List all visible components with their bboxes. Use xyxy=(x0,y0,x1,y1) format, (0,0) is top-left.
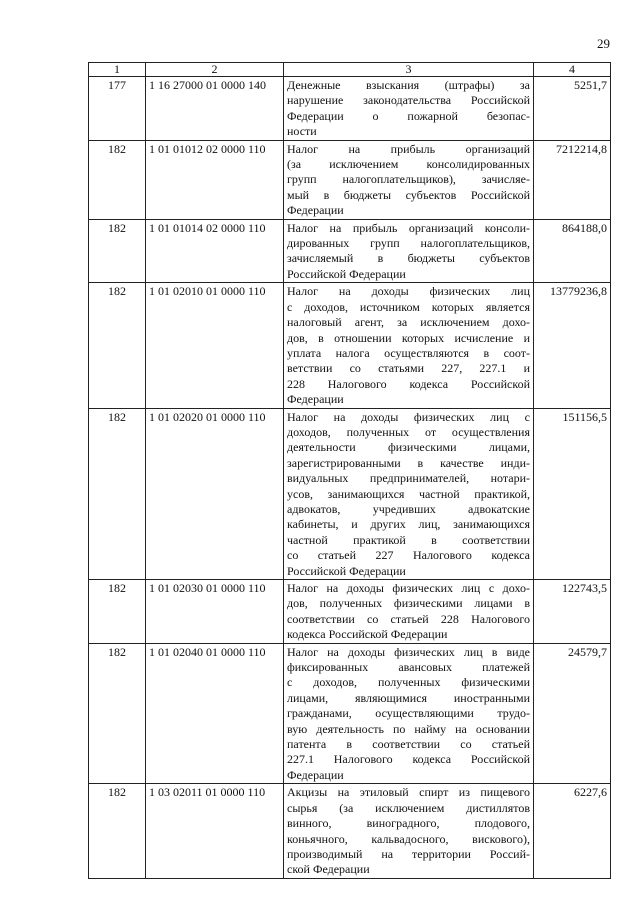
column-header-4: 4 xyxy=(534,63,611,77)
description-line: видуальных предпринимателей, нотари- xyxy=(287,471,530,486)
description-line: лицами, являющимися иностранными xyxy=(287,690,530,705)
description-line: Налог на доходы физических лиц в виде xyxy=(287,644,530,659)
description-line: Налог на доходы физических лиц с дохо- xyxy=(287,581,530,595)
description-line: адвокатов, учредивших адвокатские xyxy=(287,501,530,516)
description-line: с доходов, полученных физическими xyxy=(287,675,530,690)
table-row xyxy=(89,580,611,644)
description-line: со статьей 227 Налогового кодекса xyxy=(287,548,530,563)
description-line: патента в соответствии со статьей xyxy=(287,737,530,752)
description-line: производимый на территории Россий- xyxy=(287,846,530,861)
amount-cell: 864188,0 xyxy=(534,219,611,283)
description-line: коньячного, кальвадосного, вискового), xyxy=(287,831,530,846)
agency-code-cell: 182 xyxy=(89,408,146,579)
budget-classification-code-cell: 1 01 01014 02 0000 110 xyxy=(146,219,284,283)
budget-classification-code-cell: 1 01 01012 02 0000 110 xyxy=(146,140,284,219)
table-row xyxy=(89,77,611,141)
table-row xyxy=(89,643,611,784)
amount-cell: 6227,6 xyxy=(534,784,611,878)
amount-cell: 24579,7 xyxy=(534,643,611,784)
agency-code-cell: 182 xyxy=(89,219,146,283)
budget-classification-code-cell: 1 01 02030 01 0000 110 xyxy=(146,580,284,644)
amount-cell: 13779236,8 xyxy=(534,283,611,408)
revenue-description-cell xyxy=(284,408,534,579)
description-line: дированных групп налогоплательщиков, xyxy=(287,236,530,251)
description-line: налоговый агент, за исключением дохо- xyxy=(287,315,530,330)
table-row xyxy=(89,408,611,579)
revenue-description-cell xyxy=(284,77,534,141)
budget-classification-code-cell: 1 01 02010 01 0000 110 xyxy=(146,283,284,408)
description-line: Налог на доходы физических лиц xyxy=(287,284,530,299)
table-row xyxy=(89,140,611,219)
budget-revenue-table xyxy=(88,62,611,879)
amount-cell: 151156,5 xyxy=(534,408,611,579)
description-line: кабинеты, и других лиц, занимающихся xyxy=(287,517,530,532)
description-line: ветствии со статьями 227, 227.1 и xyxy=(287,361,530,376)
description-line: (за исключением консолидированных xyxy=(287,157,530,172)
revenue-description-cell xyxy=(284,140,534,219)
description-line: мый в бюджеты субъектов Российской xyxy=(287,187,530,202)
agency-code-cell: 177 xyxy=(89,77,146,141)
description-line: деятельности физическими лицами, xyxy=(287,440,530,455)
agency-code-cell: 182 xyxy=(89,580,146,644)
budget-classification-code-cell: 1 03 02011 01 0000 110 xyxy=(146,784,284,878)
description-line: Акцизы на этиловый спирт из пищевого xyxy=(287,785,530,800)
description-line: винного, виноградного, плодового, xyxy=(287,816,530,831)
description-line: вую деятельность по найму на основании xyxy=(287,721,530,736)
revenue-description-cell xyxy=(284,219,534,283)
description-line: Федерации xyxy=(287,767,344,782)
revenue-description-cell xyxy=(284,784,534,878)
table-body xyxy=(89,77,611,879)
agency-code-cell: 182 xyxy=(89,643,146,784)
description-line: Налог на прибыль организаций xyxy=(287,141,530,156)
description-line: фиксированных авансовых платежей xyxy=(287,660,530,675)
description-line: кодекса Российской Федерации xyxy=(287,627,448,642)
description-line: усов, занимающихся частной практикой, xyxy=(287,486,530,501)
revenue-description-cell xyxy=(284,643,534,784)
description-line: зарегистрированными в качестве инди- xyxy=(287,455,530,470)
description-line: Федерации xyxy=(287,392,344,407)
description-line: 228 Налогового кодекса Российской xyxy=(287,376,530,391)
amount-cell: 5251,7 xyxy=(534,77,611,141)
description-line: дов, полученных физическими лицами в xyxy=(287,596,530,611)
column-header-3: 3 xyxy=(284,63,534,77)
description-line: с доходов, источником которых является xyxy=(287,299,530,314)
page-number: 29 xyxy=(597,36,610,51)
description-line: зачисляемый в бюджеты субъектов xyxy=(287,251,530,266)
amount-cell: 122743,5 xyxy=(534,580,611,644)
description-line: Налог на доходы физических лиц с xyxy=(287,409,530,424)
amount-cell: 7212214,8 xyxy=(534,140,611,219)
description-line: уплата налога осуществляются в соот- xyxy=(287,345,530,360)
revenue-description-cell xyxy=(284,283,534,408)
description-line: Денежные взыскания (штрафы) за xyxy=(287,78,530,92)
column-header-2: 2 xyxy=(146,63,284,77)
description-line: 227.1 Налогового кодекса Российской xyxy=(287,752,530,767)
budget-classification-code-cell: 1 01 02040 01 0000 110 xyxy=(146,643,284,784)
description-line: Российской Федерации xyxy=(287,266,406,281)
table-row xyxy=(89,784,611,878)
agency-code-cell: 182 xyxy=(89,784,146,878)
description-line: Федерации о пожарной безопас- xyxy=(287,108,530,123)
table-row xyxy=(89,219,611,283)
description-line: частной практикой в соответствии xyxy=(287,532,530,547)
column-header-1: 1 xyxy=(89,63,146,77)
agency-code-cell: 182 xyxy=(89,283,146,408)
budget-classification-code-cell: 1 01 02020 01 0000 110 xyxy=(146,408,284,579)
description-line: ской Федерации xyxy=(287,862,370,877)
description-line: сырья (за исключением дистиллятов xyxy=(287,800,530,815)
table-row xyxy=(89,283,611,408)
description-line: дов, в отношении которых исчисление и xyxy=(287,330,530,345)
description-line: соответствии со статьей 228 Налогового xyxy=(287,611,530,626)
description-line: Налог на прибыль организаций консоли- xyxy=(287,220,530,235)
description-line: Федерации xyxy=(287,203,344,218)
description-line: доходов, полученных от осуществления xyxy=(287,424,530,439)
description-line: Российской Федерации xyxy=(287,563,406,578)
table-header-row xyxy=(89,63,611,77)
description-line: гражданами, осуществляющими трудо- xyxy=(287,706,530,721)
description-line: нарушение законодательства Российской xyxy=(287,93,530,108)
agency-code-cell: 182 xyxy=(89,140,146,219)
description-line: групп налогоплательщиков), зачисляе- xyxy=(287,172,530,187)
budget-classification-code-cell: 1 16 27000 01 0000 140 xyxy=(146,77,284,141)
revenue-description-cell xyxy=(284,580,534,644)
description-line: ности xyxy=(287,124,317,139)
